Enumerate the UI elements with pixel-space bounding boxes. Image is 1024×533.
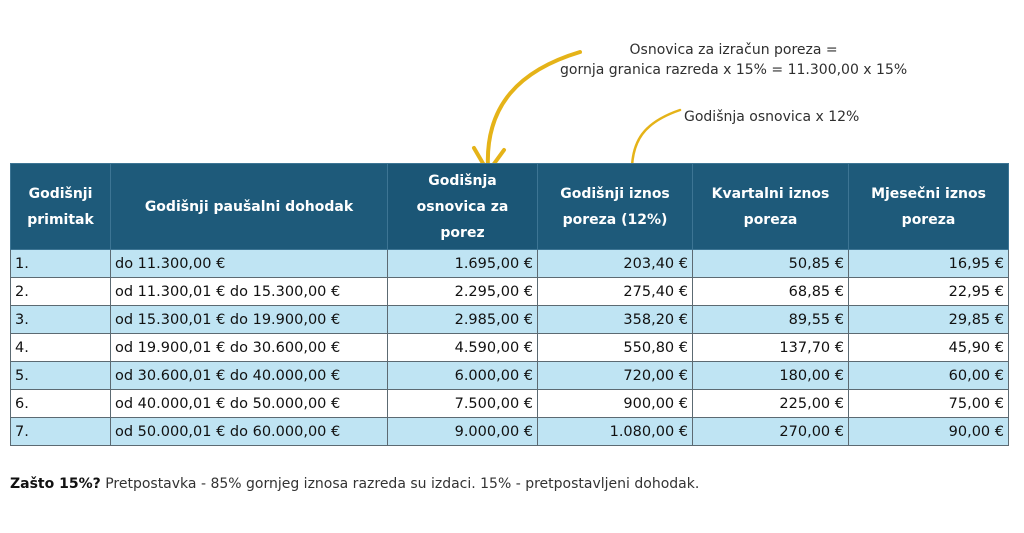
table-cell: do 11.300,00 € [111,250,388,278]
table-cell: 5. [11,362,111,390]
table-cell: 137,70 € [693,334,849,362]
table-cell: 1.695,00 € [388,250,538,278]
table-cell: 1. [11,250,111,278]
table-cell: 90,00 € [849,418,1009,446]
table-cell: 50,85 € [693,250,849,278]
table-header-row [11,164,1009,250]
header-cell: Godišnji primitak [11,164,111,250]
footnote-question: Zašto 15%? [10,476,101,492]
table-cell: 45,90 € [849,334,1009,362]
table-cell: 3. [11,306,111,334]
footnote-text: Pretpostavka - 85% gornjeg iznosa razreda su izdaci. 15% - pretpostavljeni dohodak. [105,476,700,492]
table-cell: 270,00 € [693,418,849,446]
table-cell: 358,20 € [538,306,693,334]
table-row [11,418,1009,446]
table-cell: od 50.000,01 € do 60.000,00 € [111,418,388,446]
table-cell: od 19.900,01 € do 30.600,00 € [111,334,388,362]
table-cell: 16,95 € [849,250,1009,278]
annotation-line-2: gornja granica razreda x 15% = 11.300,00 x 15% [560,62,908,78]
table-cell: 7. [11,418,111,446]
tax-table [10,163,1009,446]
table-cell: 2.985,00 € [388,306,538,334]
table-cell: 68,85 € [693,278,849,306]
table-cell: 225,00 € [693,390,849,418]
table-cell: 720,00 € [538,362,693,390]
table-cell: 60,00 € [849,362,1009,390]
header-cell: Mjesečni iznos poreza [849,164,1009,250]
table-cell: 6.000,00 € [388,362,538,390]
table-cell: 89,55 € [693,306,849,334]
table-cell: 29,85 € [849,306,1009,334]
header-cell: Godišnji iznos poreza (12%) [538,164,693,250]
table-cell: 75,00 € [849,390,1009,418]
table-row [11,334,1009,362]
table-cell: 900,00 € [538,390,693,418]
table-row [11,278,1009,306]
table-cell: 22,95 € [849,278,1009,306]
table-cell: 275,40 € [538,278,693,306]
table-row [11,306,1009,334]
annotation-base-formula [560,40,907,80]
table-cell: 4. [11,334,111,362]
table-cell: 4.590,00 € [388,334,538,362]
table-row [11,362,1009,390]
table-row [11,390,1009,418]
table-cell: od 40.000,01 € do 50.000,00 € [111,390,388,418]
footnote [10,476,699,492]
table-cell: od 11.300,01 € do 15.300,00 € [111,278,388,306]
table-cell: 550,80 € [538,334,693,362]
annotation-tax-rate: Godišnja osnovica x 12% [684,109,860,125]
table-cell: 6. [11,390,111,418]
table-cell: 1.080,00 € [538,418,693,446]
table-cell: 9.000,00 € [388,418,538,446]
table-cell: 7.500,00 € [388,390,538,418]
table-row [11,250,1009,278]
table-cell: 2. [11,278,111,306]
table-cell: 180,00 € [693,362,849,390]
table-cell: 2.295,00 € [388,278,538,306]
header-cell: Godišnji paušalni dohodak [111,164,388,250]
table-cell: od 30.600,01 € do 40.000,00 € [111,362,388,390]
annotation-line-1: Osnovica za izračun poreza = [629,42,838,58]
table-cell: 203,40 € [538,250,693,278]
header-cell: Godišnja osnovica za porez [388,164,538,250]
table-cell: od 15.300,01 € do 19.900,00 € [111,306,388,334]
header-cell: Kvartalni iznos poreza [693,164,849,250]
